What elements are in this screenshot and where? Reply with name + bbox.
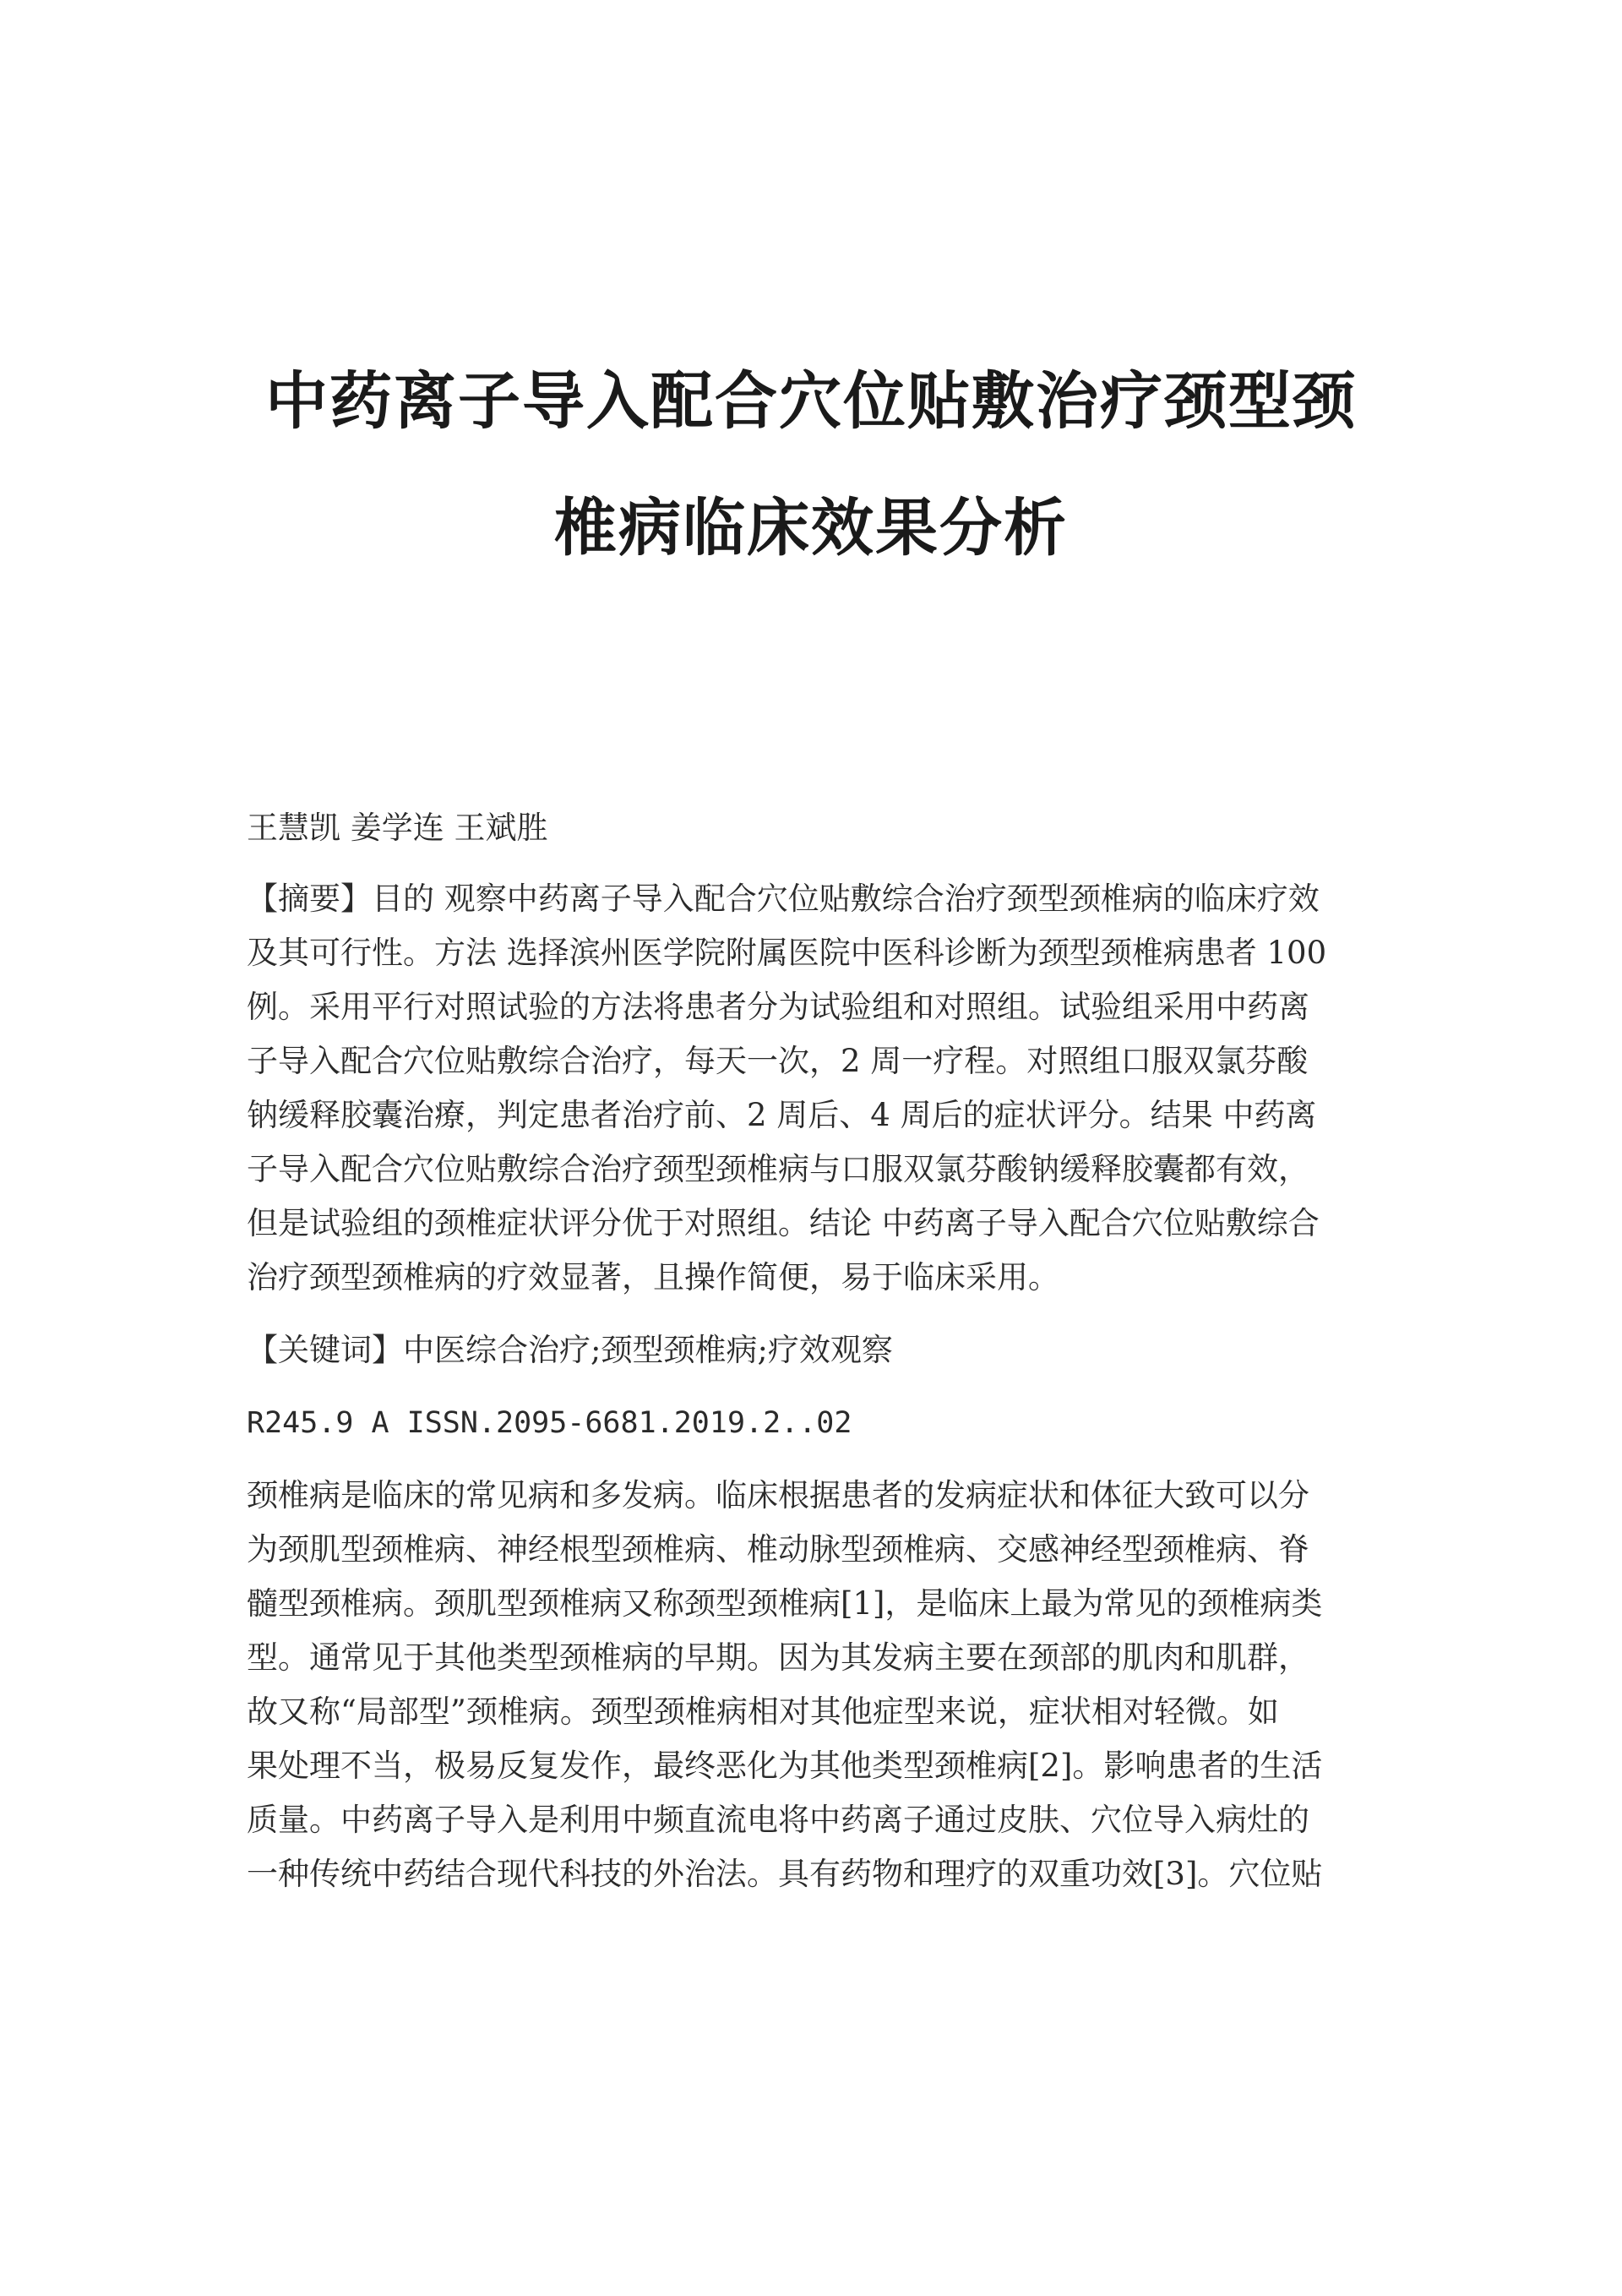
paper-title: [211, 338, 1411, 592]
abstract-line: 钠缓释胶囊治療，判定患者治疗前、2 周后、4 周后的症状评分。结果 中药离: [247, 1097, 1317, 1133]
paper-title-line-2: 椎病临床效果分析: [554, 492, 1068, 564]
intro-line: 髓型颈椎病。颈肌型颈椎病又称颈型颈椎病[1]，是临床上最为常见的颈椎病类: [247, 1585, 1323, 1622]
intro-line: 型。通常见于其他类型颈椎病的早期。因为其发病主要在颈部的肌肉和肌群，: [247, 1639, 1309, 1676]
intro-line: 颈椎病是临床的常见病和多发病。临床根据患者的发病症状和体征大致可以分: [247, 1477, 1309, 1513]
authors: 王慧凯 姜学连 王斌胜: [247, 810, 548, 846]
abstract-line: 【摘要】目的 观察中药离子导入配合穴位贴敷综合治疗颈型颈椎病的临床疗效: [247, 881, 1320, 917]
introduction-paragraph: [247, 1469, 1383, 1901]
intro-line: 质量。中药离子导入是利用中频直流电将中药离子通过皮肤、穴位导入病灶的: [247, 1802, 1309, 1838]
abstract-line: 子导入配合穴位贴敷综合治疗，每天一次，2 周一疗程。对照组口服双氯芬酸: [247, 1043, 1309, 1079]
intro-line: 故又称“局部型”颈椎病。颈型颈椎病相对其他症型来说，症状相对轻微。如: [247, 1693, 1279, 1730]
intro-line: 为颈肌型颈椎病、神经根型颈椎病、椎动脉型颈椎病、交感神经型颈椎病、脊: [247, 1531, 1309, 1568]
paper-title-line-1: 中药离子导入配合穴位贴敷治疗颈型颈: [265, 365, 1357, 438]
abstract: [247, 872, 1383, 1305]
abstract-line: 子导入配合穴位贴敷综合治疗颈型颈椎病与口服双氯芬酸钠缓释胶囊都有效，: [247, 1151, 1309, 1187]
intro-line: 一种传统中药结合现代科技的外治法。具有药物和理疗的双重功效[3]。穴位贴: [247, 1856, 1323, 1892]
paper-body: [247, 801, 1383, 1901]
abstract-line: 治疗颈型颈椎病的疗效显著，且操作简便，易于临床采用。: [247, 1259, 1059, 1295]
classification-code: R245.9 A ISSN.2095-6681.2019.2..02: [247, 1406, 852, 1440]
abstract-line: 例。采用平行对照试验的方法将患者分为试验组和对照组。试验组采用中药离: [247, 989, 1309, 1025]
keywords: 【关键词】中医综合治疗;颈型颈椎病;疗效观察: [247, 1332, 893, 1368]
intro-line: 果处理不当，极易反复发作，最终恶化为其他类型颈椎病[2]。影响患者的生活: [247, 1748, 1323, 1784]
abstract-line: 及其可行性。方法 选择滨州医学院附属医院中医科诊断为颈型颈椎病患者 100: [247, 935, 1327, 971]
abstract-line: 但是试验组的颈椎症状评分优于对照组。结论 中药离子导入配合穴位贴敷综合: [247, 1205, 1320, 1241]
